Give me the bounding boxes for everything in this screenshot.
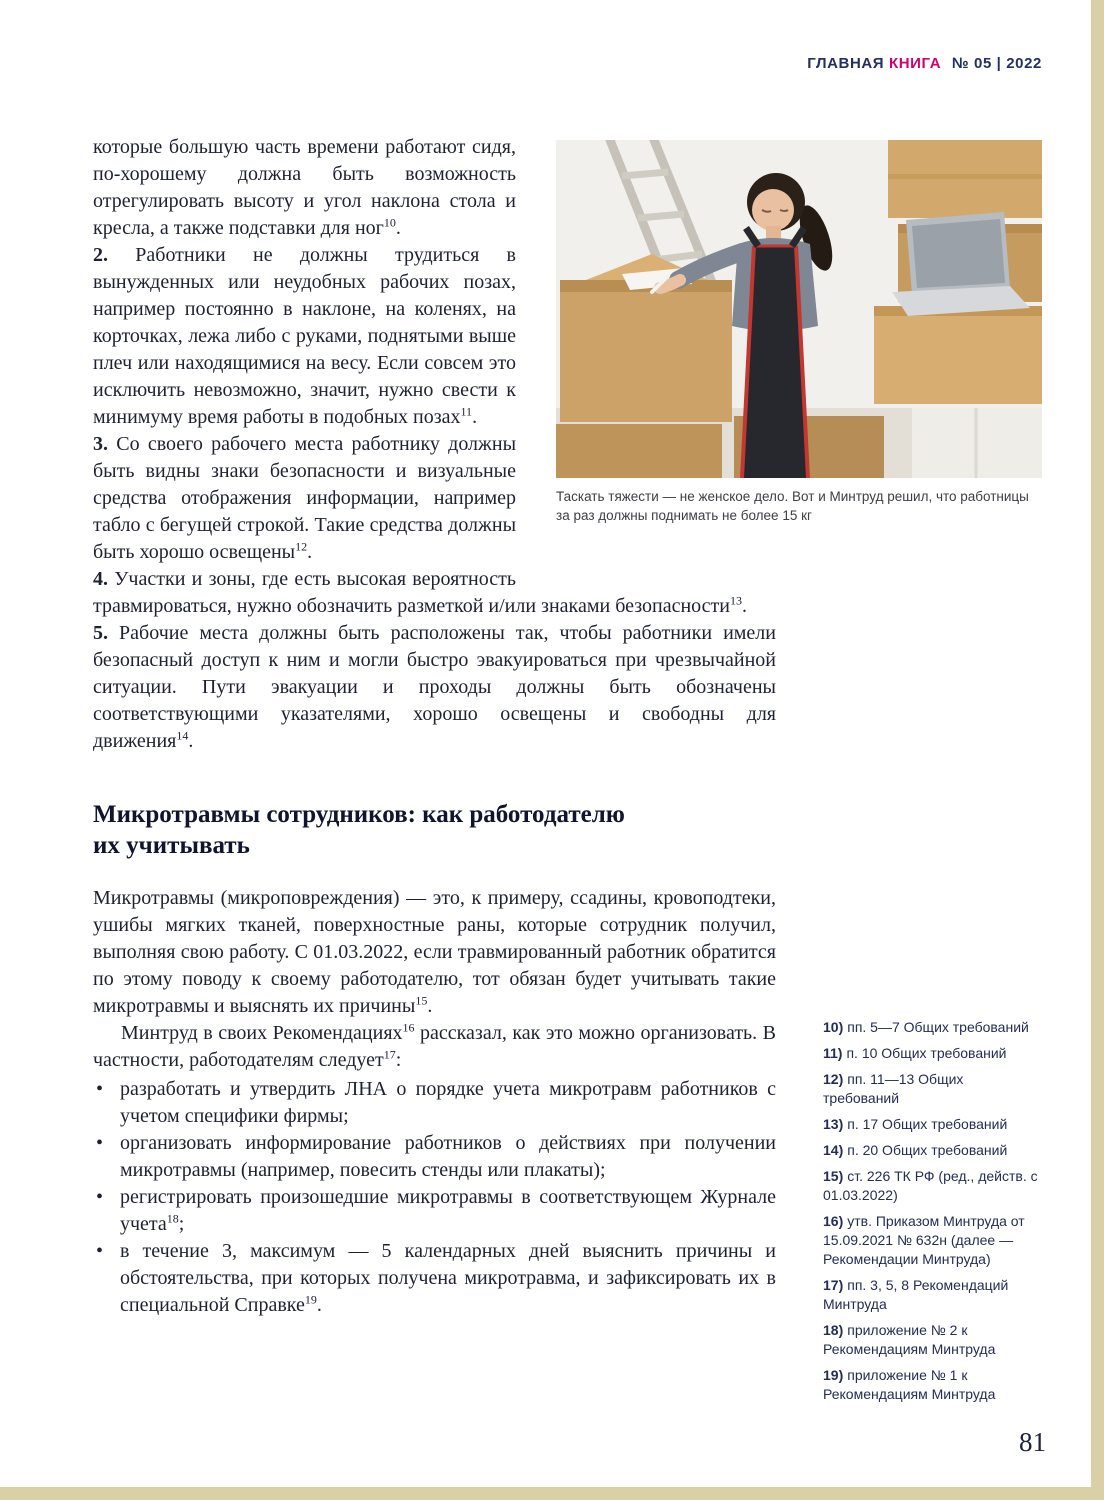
white-boxes [912, 408, 1042, 478]
footnote-text: пп. 5—7 Общих требований [847, 1019, 1029, 1035]
footnote-text: ст. 226 ТК РФ (ред., действ. с 01.03.2022) [823, 1168, 1038, 1203]
photo-wrap-spacer [516, 134, 776, 568]
footnote-item [823, 1070, 1042, 1108]
bullet-text: организовать информирование работников о действиях при получении микротравмы (например, повесить стенды или плакаты); [120, 1132, 776, 1181]
footnote-item [823, 1321, 1042, 1359]
footnote-item [823, 1115, 1042, 1134]
magazine-title-part2: КНИГА [888, 55, 942, 72]
footnote-number: 13) [823, 1116, 844, 1132]
footnote-text: утв. Приказом Минтруда от 15.09.2021 № 632н (далее — Рекомендации Минтруда) [823, 1213, 1025, 1267]
bullet-marker: • [96, 1078, 104, 1100]
footnote-item [823, 1141, 1042, 1160]
bullet-list [93, 1076, 776, 1319]
footnote-item [823, 1366, 1042, 1404]
footnote-item [823, 1018, 1042, 1037]
footnote-text: п. 10 Общих требований [846, 1045, 1007, 1061]
bullet-marker: • [96, 1186, 104, 1208]
bullet-text: регистрировать произошедшие микротравмы в соответствующем Журнале учета$^{18}$; [120, 1186, 776, 1235]
paragraph: 5. Рабочие места должны быть расположены так, чтобы работники имели безопасный доступ к ним и могли быстро эвакуироваться при чрезвычайной ситуации. Пути эвакуации и проходы должны быть обозначены соответствующими указателями, хорошо освещены и свободны для движения$^{14}$. [93, 622, 776, 752]
footnote-number: 11) [823, 1045, 843, 1061]
page-number: 81 [1019, 1427, 1046, 1457]
footnote-number: 18) [823, 1322, 844, 1338]
bullet-item [93, 1238, 776, 1319]
issue-label: № 05 | 2022 [951, 55, 1042, 72]
paragraph: 2. Работники не должны трудиться в вынужденных или неудобных рабочих позах, например постоянно в наклоне, на коленях, на корточках, лежа либо с руками, поднятыми выше плеч или находящимися на весу. Если совсем это исключить невозможно, значит, нужно свести к минимуму время работы в подобных позах$^{11}$. [93, 244, 516, 428]
bullet-item [93, 1184, 776, 1238]
footnote-text: пп. 11—13 Общих требований [823, 1071, 964, 1106]
article-column [93, 134, 776, 1319]
paragraph: которые большую часть времени работают сидя, по-хорошему должна быть возможность отрегулировать высоту и угол наклона стола и кресла, а также подставки для ног$^{10}$. [93, 136, 516, 239]
footnote-number: 15) [823, 1168, 844, 1184]
bullet-item [93, 1076, 776, 1130]
footnotes-sidebar [823, 1018, 1042, 1411]
bullet-marker: • [96, 1240, 104, 1262]
footnote-number: 16) [823, 1213, 844, 1229]
bullet-text: разработать и утвердить ЛНА о порядке учета микротравм работников с учетом специфики фирмы; [120, 1078, 776, 1127]
footnote-text: приложение № 2 к Рекомендациям Минтруда [823, 1322, 996, 1357]
bullet-marker: • [96, 1132, 104, 1154]
footnote-text: пп. 3, 5, 8 Рекомендаций Минтруда [823, 1277, 1009, 1312]
footnote-number: 12) [823, 1071, 844, 1087]
footnote-number: 10) [823, 1019, 844, 1035]
paragraph: 3. Со своего рабочего места работнику должны быть видны знаки безопасности и визуальные средства отображения информации, например табло с бегущей строкой. Такие средства должны быть хорошо освещены$^{12}$. [93, 433, 516, 563]
footnote-text: п. 17 Общих требований [847, 1116, 1008, 1132]
footnote-text: п. 20 Общих требований [847, 1142, 1008, 1158]
magazine-title-part1: ГЛАВНАЯ [807, 55, 885, 72]
footnote-text: приложение № 1 к Рекомендациям Минтруда [823, 1367, 996, 1402]
magazine-masthead [807, 55, 1042, 72]
paragraph: 4. Участки и зоны, где есть высокая вероятность травмироваться, нужно обозначить разметкой и/или знаками безопасности$^{13}$. [93, 568, 747, 617]
footnote-number: 19) [823, 1367, 844, 1383]
page-edge-strip-right [1091, 0, 1104, 1500]
paragraph: Минтруд в своих Рекомендациях$^{16}$ рассказал, как это можно организовать. В частности, работодателям следует$^{17}$: [93, 1020, 776, 1071]
section-heading [93, 799, 776, 861]
footnote-number: 17) [823, 1277, 844, 1293]
footnote-item [823, 1212, 1042, 1269]
section-heading-line2: их учитывать [93, 832, 250, 859]
bullet-item [93, 1130, 776, 1184]
bullet-text: в течение 3, максимум — 5 календарных дней выяснить причины и обстоятельства, при которых получена микротравма, и зафиксировать их в специальной Справке$^{19}$. [120, 1240, 776, 1316]
paragraph: Микротравмы (микроповреждения) — это, к примеру, ссадины, кровоподтеки, ушибы мягких тканей, поверхностные раны, которые сотрудник получил, выполняя свою работу. С 01.03.2022, если травмированный работник обратится по этому поводу к своему работодателю, тот обязан будет учитывать такие микротравмы и выяснять их причины$^{15}$. [93, 887, 776, 1017]
section-heading-line1: Микротравмы сотрудников: как работодателю [93, 801, 625, 828]
footnote-item [823, 1167, 1042, 1205]
footnote-number: 14) [823, 1142, 844, 1158]
photo-caption: Таскать тяжести — не женское дело. Вот и Минтруд решил, что работницы за раз должны поднимать не более 15 кг [556, 489, 1029, 523]
footnote-item [823, 1044, 1042, 1063]
page-edge-strip-bottom [0, 1487, 1104, 1500]
footnote-item [823, 1276, 1042, 1314]
